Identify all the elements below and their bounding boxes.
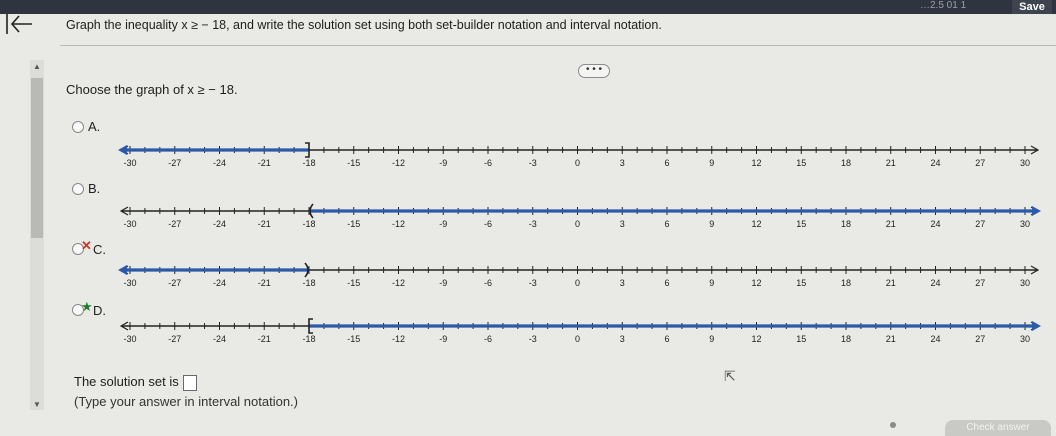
- top-bar: [0, 0, 1056, 14]
- tick-label: 9: [709, 158, 715, 168]
- save-button[interactable]: Save: [1012, 0, 1052, 14]
- question-inequality: x ≥ − 18: [181, 18, 227, 32]
- tick-label: -18: [302, 334, 316, 344]
- check-answer-button[interactable]: Check answer: [945, 420, 1051, 436]
- tick-label: -18: [302, 158, 316, 168]
- tick-label: 24: [930, 278, 941, 288]
- tick-label: -12: [391, 158, 406, 168]
- tick-label: 3: [619, 334, 625, 344]
- scroll-down-icon[interactable]: ▼: [33, 400, 41, 409]
- option-b-number-line: [110, 199, 1050, 239]
- tick-label: -30: [123, 219, 137, 229]
- tick-label: 24: [930, 334, 941, 344]
- ray-arrowhead: [1032, 206, 1041, 216]
- tick-label: -24: [212, 334, 227, 344]
- tick-label: -6: [483, 334, 493, 344]
- tick-label: 30: [1019, 278, 1031, 288]
- option-a-label[interactable]: A.: [88, 119, 101, 134]
- tick-label: -3: [528, 219, 537, 229]
- tick-label: -21: [257, 334, 271, 344]
- tick-label: -27: [168, 219, 182, 229]
- tick-label: 3: [619, 158, 625, 168]
- option-a-number-line: [110, 138, 1050, 178]
- option-a-radio[interactable]: [72, 121, 84, 133]
- tick-label: 9: [709, 334, 715, 344]
- bottom-indicator-icon: [890, 422, 896, 428]
- tick-label: -18: [302, 219, 316, 229]
- tick-label: -15: [347, 219, 361, 229]
- prompt-text: [66, 82, 238, 97]
- tick-label: 12: [751, 219, 762, 229]
- tick-label: -30: [123, 334, 137, 344]
- tick-label: -3: [528, 334, 537, 344]
- ray-arrowhead: [118, 265, 127, 275]
- tick-label: 15: [796, 219, 807, 229]
- tick-label: 18: [840, 334, 852, 344]
- tick-label: 15: [796, 334, 807, 344]
- back-arrow-svg: [4, 10, 34, 38]
- tick-label: 21: [885, 219, 896, 229]
- tick-label: 12: [751, 158, 762, 168]
- answer-input[interactable]: [183, 375, 197, 391]
- ray-arrowhead: [1032, 321, 1041, 331]
- tick-label: 9: [709, 278, 715, 288]
- tick-label: 24: [930, 158, 941, 168]
- solution-set-label: The solution set is: [74, 374, 179, 389]
- prompt-pre: Choose the graph of: [66, 82, 188, 97]
- tick-label: 27: [975, 334, 986, 344]
- more-button[interactable]: • • •: [578, 64, 610, 78]
- tick-label: -21: [257, 219, 271, 229]
- tick-label: 15: [796, 158, 807, 168]
- tick-label: 18: [840, 278, 852, 288]
- tick-label: 24: [930, 219, 941, 229]
- tick-label: -21: [257, 158, 271, 168]
- tick-label: 27: [975, 219, 986, 229]
- question-divider: [60, 45, 1056, 46]
- tick-label: 9: [709, 219, 715, 229]
- tick-label: -9: [439, 278, 448, 288]
- tick-label: 3: [619, 278, 625, 288]
- tick-label: -24: [212, 219, 227, 229]
- option-d-label[interactable]: D.: [93, 303, 106, 318]
- tick-label: -6: [483, 278, 493, 288]
- tick-label: 6: [664, 158, 670, 168]
- incorrect-mark-icon: ✕: [81, 238, 92, 253]
- tick-label: 30: [1019, 334, 1031, 344]
- tick-label: 30: [1019, 158, 1031, 168]
- tick-label: 12: [751, 278, 762, 288]
- tick-label: -27: [168, 334, 182, 344]
- tick-label: 27: [975, 278, 986, 288]
- option-b-radio[interactable]: [72, 183, 84, 195]
- tick-label: -15: [347, 334, 361, 344]
- tick-label: -12: [391, 219, 406, 229]
- tick-label: -12: [391, 278, 406, 288]
- tick-label: 6: [664, 219, 670, 229]
- tick-label: -3: [528, 278, 537, 288]
- tick-label: 12: [751, 334, 762, 344]
- ray-arrowhead: [118, 145, 127, 155]
- tick-label: 21: [885, 158, 896, 168]
- tick-label: -9: [439, 334, 448, 344]
- scroll-up-icon[interactable]: ▲: [33, 62, 41, 71]
- tick-label: 27: [975, 158, 986, 168]
- question-pre: Graph the inequality: [66, 18, 182, 32]
- option-b-label[interactable]: B.: [88, 181, 101, 196]
- prompt-inequality: x ≥ − 18: [187, 82, 234, 97]
- solution-set-line: [74, 374, 197, 391]
- tick-label: -9: [439, 219, 448, 229]
- correct-star-icon: ★: [81, 299, 93, 314]
- scrollbar[interactable]: [30, 60, 44, 410]
- scroll-thumb[interactable]: [31, 78, 43, 238]
- answer-instruction: (Type your answer in interval notation.): [74, 394, 298, 409]
- tick-label: -6: [483, 158, 493, 168]
- prompt-post: .: [233, 82, 238, 97]
- option-d-number-line: [110, 314, 1050, 354]
- tick-label: -3: [528, 158, 537, 168]
- tick-label: 6: [664, 334, 670, 344]
- tick-label: -9: [439, 158, 448, 168]
- tick-label: 30: [1019, 219, 1031, 229]
- tick-label: 0: [574, 219, 581, 229]
- tick-label: -24: [212, 278, 227, 288]
- question-text: [66, 18, 662, 32]
- tick-label: 21: [885, 278, 896, 288]
- tick-label: -21: [257, 278, 271, 288]
- tick-label: 0: [574, 334, 581, 344]
- tick-label: 18: [840, 219, 852, 229]
- tick-label: 15: [796, 278, 807, 288]
- back-arrow-icon[interactable]: [4, 10, 34, 38]
- tick-label: 18: [840, 158, 852, 168]
- tick-label: 0: [574, 278, 581, 288]
- tick-label: 3: [619, 219, 625, 229]
- tick-label: -30: [123, 278, 137, 288]
- tick-label: 6: [664, 278, 670, 288]
- tick-label: -30: [123, 158, 137, 168]
- mouse-pointer-icon: ⇱: [724, 368, 736, 384]
- question-post: , and write the solution set using both set-builder notation and interval notation.: [226, 18, 662, 32]
- tick-label: -27: [168, 278, 182, 288]
- tick-label: -18: [302, 278, 316, 288]
- top-fragment-text: …2.5 01 1: [920, 0, 967, 11]
- tick-label: -15: [347, 158, 361, 168]
- tick-label: -15: [347, 278, 361, 288]
- tick-label: -6: [483, 219, 493, 229]
- tick-label: -24: [212, 158, 227, 168]
- option-c-label[interactable]: C.: [93, 242, 106, 257]
- tick-label: -27: [168, 158, 182, 168]
- option-c-number-line: [110, 258, 1050, 298]
- tick-label: 0: [574, 158, 581, 168]
- tick-label: 21: [885, 334, 896, 344]
- tick-label: -12: [391, 334, 406, 344]
